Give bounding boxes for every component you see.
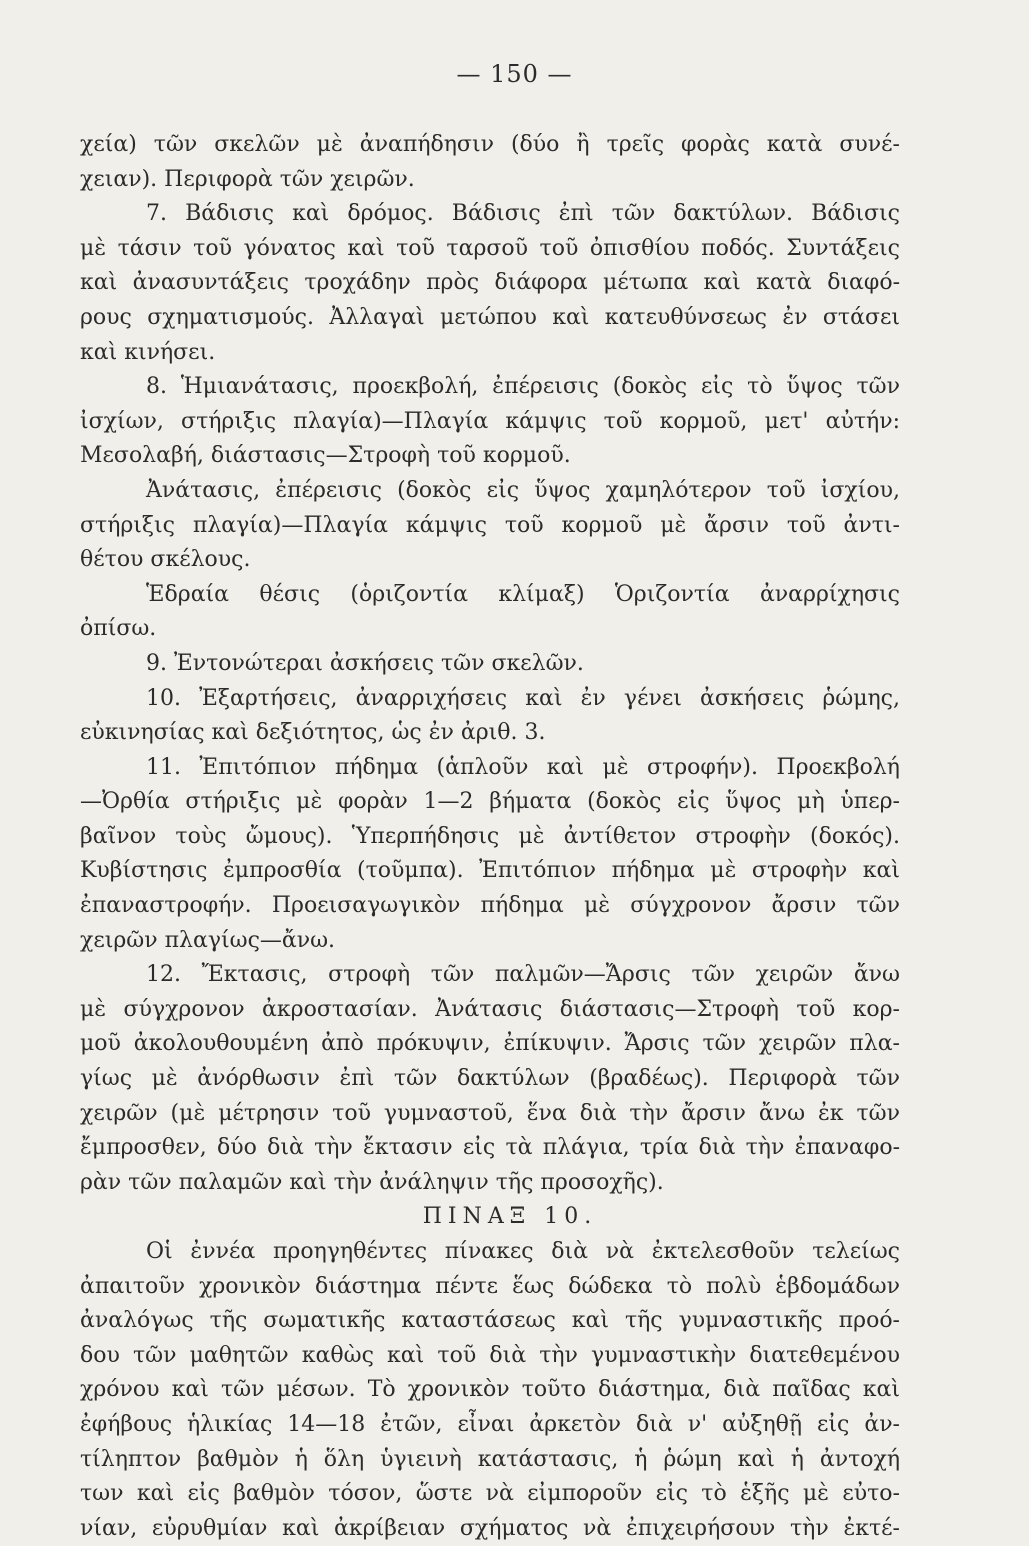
text-line: στήριξις πλαγία)—Πλαγία κάμψις τοῦ κορμοῦ μὲ ἄρσιν τοῦ ἀντι- [80,512,900,538]
text-line: θέτου σκέλους. [80,547,251,573]
text-line: 8. Ἡμιανάτασις, προεκβολή, ἐπέρεισις (δοκὸς εἰς τὸ ὕψος τῶν [146,374,900,400]
text-line: ἐφήβους ἡλικίας 14—18 ἐτῶν, εἶναι ἀρκετὸν διὰ ν' αὐξηθῇ εἰς ἀν- [80,1411,900,1437]
text-line: χεία) τῶν σκελῶν μὲ ἀναπήδησιν (δύο ἢ τρεῖς φορὰς κατὰ συνέ- [80,132,900,157]
text-line: εὐκινησίας καὶ δεξιότητος, ὡς ἐν ἀριθ. 3. [80,720,546,746]
text-line: χειαν). Περιφορὰ τῶν χειρῶν. [80,166,415,192]
text-line: ἀναλόγως τῆς σωματικῆς καταστάσεως καὶ τῆς γυμναστικῆς προό- [80,1308,900,1334]
text-line: δου τῶν μαθητῶν καθὼς καὶ τοῦ διὰ τὴν γυμναστικὴν διατεθεμένου [80,1342,900,1368]
text-line: 11. Ἐπιτόπιον πήδημα (ἁπλοῦν καὶ μὲ στροφήν). Προεκβολή [146,754,900,780]
text-line: ἐπαναστροφήν. Προεισαγωγικὸν πήδημα μὲ σύγχρονον ἄρσιν τῶν [80,893,900,919]
text-line: γίως μὲ ἀνόρθωσιν ἐπὶ τῶν δακτύλων (βραδέως). Περιφορὰ τῶν [80,1066,900,1092]
text-line: χειρῶν (μὲ μέτρησιν τοῦ γυμναστοῦ, ἕνα διὰ τὴν ἄρσιν ἄνω ἐκ τῶν [80,1100,900,1126]
text-line: Ἀνάτασις, ἐπέρεισις (δοκὸς εἰς ὕψος χαμηλότερον τοῦ ἰσχίου, [146,477,900,503]
text-line: Ἑδραία θέσις (ὁριζοντία κλίμαξ) Ὁριζοντία ἀναρρίχησις [146,581,900,607]
text-line: ρους σχηματισμούς. Ἀλλαγαὶ μετώπου καὶ κατευθύνσεως ἐν στάσει [80,304,900,330]
text-line: 12. Ἔκτασις, στροφὴ τῶν παλμῶν—Ἄρσις τῶν χειρῶν ἄνω [146,962,900,988]
text-line: χειρῶν πλαγίως—ἄνω. [80,927,336,953]
text-line: 9. Ἐντονώτεραι ἀσκήσεις τῶν σκελῶν. [146,650,584,676]
text-line: των καὶ εἰς βαθμὸν τόσον, ὥστε νὰ εἰμποροῦν εἰς τὸ ἑξῆς μὲ εὐτο- [80,1481,900,1507]
text-line: ἀπαιτοῦν χρονικὸν διάστημα πέντε ἕως δώδεκα τὸ πολὺ ἑβδομάδων [80,1273,900,1299]
text-line: ὀπίσω. [80,616,157,642]
body-text [80,128,900,1546]
text-line: ρὰν τῶν παλαμῶν καὶ τὴν ἀνάληψιν τῆς προσοχῆς). [80,1169,664,1195]
table-heading: ΠΙΝΑΞ 10. [422,1204,598,1230]
text-line: Οἱ ἐννέα προηγηθέντες πίνακες διὰ νὰ ἐκτελεσθοῦν τελείως [146,1239,900,1264]
text-line: καὶ κινήσει. [80,339,216,365]
page-number: — 150 — [456,60,573,88]
text-line: 10. Ἐξαρτήσεις, ἀναρριχήσεις καὶ ἐν γένει ἀσκήσεις ῥώμης, [146,685,900,711]
text-line: βαῖνον τοὺς ὤμους). Ὑπερπήδησις μὲ ἀντίθετον στροφὴν (δοκός). [80,823,900,849]
text-line: μὲ σύγχρονον ἀκροστασίαν. Ἀνάτασις διάστασις—Στροφὴ τοῦ κορ- [80,996,900,1022]
text-line: ἰσχίων, στήριξις πλαγία)—Πλαγία κάμψις τοῦ κορμοῦ, μετ' αὐτήν: [80,408,900,434]
text-line: μοῦ ἀκολουθουμένη ἀπὸ πρόκυψιν, ἐπίκυψιν. Ἄρσις τῶν χειρῶν πλα- [80,1031,900,1057]
text-line: νίαν, εὐρυθμίαν καὶ ἀκρίβειαν σχήματος νὰ ἐπιχειρήσουν τὴν ἐκτέ- [80,1515,900,1541]
text-line: ἔμπροσθεν, δύο διὰ τὴν ἔκτασιν εἰς τὰ πλάγια, τρία διὰ τὴν ἐπαναφο- [80,1135,900,1161]
text-line: τίληπτον βαθμὸν ἡ ὅλη ὑγιεινὴ κατάστασις, ἡ ῥώμη καὶ ἡ ἀντοχή [80,1446,900,1472]
text-line: καὶ ἀνασυντάξεις τροχάδην πρὸς διάφορα μέτωπα καὶ κατὰ διαφό- [80,270,900,296]
text-line: Μεσολαβή, διάστασις—Στροφὴ τοῦ κορμοῦ. [80,443,571,469]
text-line: —Ὀρθία στήριξις μὲ φορὰν 1—2 βήματα (δοκὸς εἰς ὕψος μὴ ὑπερ- [80,789,900,815]
text-line: χρόνου καὶ τῶν μέσων. Τὸ χρονικὸν τοῦτο διάστημα, διὰ παῖδας καὶ [80,1377,900,1403]
text-line: 7. Βάδισις καὶ δρόμος. Βάδισις ἐπὶ τῶν δακτύλων. Βάδισις [146,201,900,227]
text-line: μὲ τάσιν τοῦ γόνατος καὶ τοῦ ταρσοῦ τοῦ ὀπισθίου ποδός. Συντάξεις [80,235,900,261]
text-line: Κυβίστησις ἐμπροσθία (τοῦμπα). Ἐπιτόπιον πήδημα μὲ στροφὴν καὶ [80,858,900,884]
